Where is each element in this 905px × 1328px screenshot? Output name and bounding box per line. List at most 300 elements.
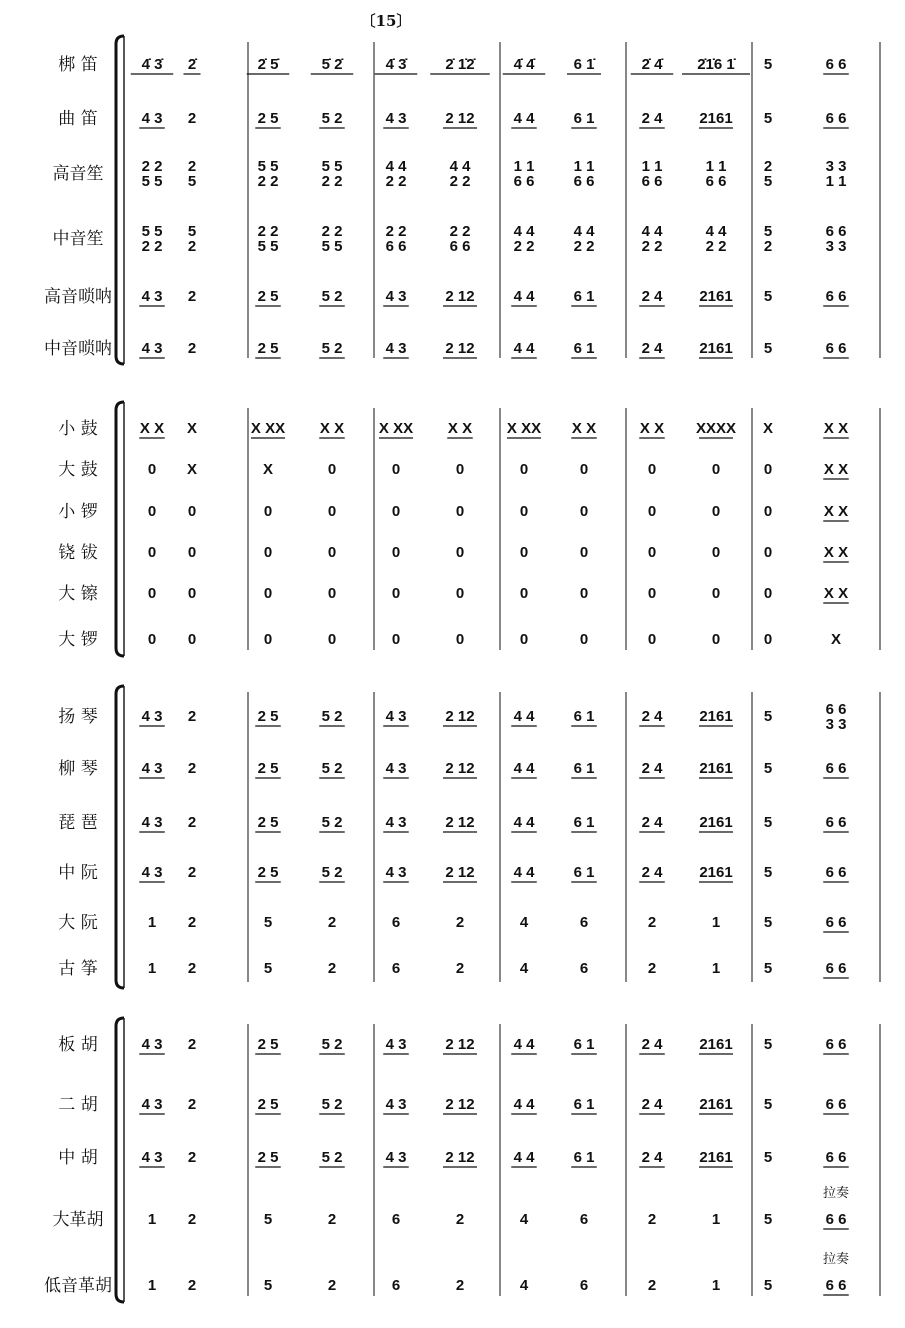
instrument-label: 大 镲 [58, 584, 98, 604]
note-beat: 5 5 [141, 223, 163, 240]
note-beat: X X [139, 420, 165, 437]
note-beat: 0 [647, 461, 657, 478]
note-beat: X [186, 461, 198, 478]
note-beat: 5 2 [321, 814, 343, 831]
note-beat: 0 [327, 461, 337, 478]
note-beat: 2 2 [141, 158, 163, 175]
note-beat-lower: 6 6 [385, 238, 407, 255]
note-beat-lower: 6 6 [513, 173, 535, 190]
note-beat: 2 [187, 288, 197, 305]
note-beat: 6 1 [573, 288, 595, 305]
note-beat: 1 [147, 1277, 157, 1294]
note-beat: 6 1 [573, 1096, 595, 1113]
note-beat: 5 2 [321, 1036, 343, 1053]
note-beat: 6 6 [825, 1036, 847, 1053]
note-beat: 6 [579, 1211, 589, 1228]
note-beat: 2 5 [257, 110, 279, 127]
group-bracket [116, 1018, 124, 1302]
instrument-label: 扬 琴 [58, 707, 98, 727]
note-beat: 0 [519, 544, 529, 561]
note-beat: 6 1 [573, 760, 595, 777]
note-beat-lower: 5 5 [141, 173, 163, 190]
note-beat-lower: 2 2 [321, 173, 343, 190]
note-beat: 4 3 [141, 1036, 163, 1053]
note-beat-lower: 5 [187, 173, 197, 190]
note-beat: 5 2 [321, 1149, 343, 1166]
note-beat: 4 4 [513, 760, 535, 777]
note-beat-lower: 5 5 [321, 238, 343, 255]
note-beat: 5 2 [321, 864, 343, 881]
note-beat: 2 [327, 960, 337, 977]
note-beat: 2 [647, 960, 657, 977]
note-beat: 5 [763, 1211, 773, 1228]
note-beat: X X [571, 420, 597, 437]
note-beat: 6 [391, 960, 401, 977]
note-beat-lower: 3 3 [825, 716, 847, 733]
note-beat: 4 3 [385, 814, 407, 831]
note-beat: 5 2 [321, 340, 343, 357]
note-beat: 0 [763, 585, 773, 602]
note-beat: 6 [579, 960, 589, 977]
note-beat: X X [319, 420, 345, 437]
note-beat: 2 4 [641, 1036, 663, 1053]
note-beat: 1 [147, 960, 157, 977]
note-beat: 4 3 [385, 1149, 407, 1166]
note-beat: 1 [711, 914, 721, 931]
note-beat: 0 [327, 631, 337, 648]
note-beat: 2̇ 5̇ [257, 56, 279, 73]
note-beat: 3 3 [825, 158, 847, 175]
note-beat: 2 12 [445, 708, 475, 725]
note-beat: 1 [147, 1211, 157, 1228]
note-beat: 0 [391, 544, 401, 561]
note-beat: 2 [187, 1277, 197, 1294]
note-beat-lower: 1 1 [825, 173, 847, 190]
note-beat: 4̇ 4̇ [513, 56, 535, 73]
note-beat-lower: 5 [763, 173, 773, 190]
note-beat: 4 4 [385, 158, 407, 175]
note-beat: 5 [763, 864, 773, 881]
note-beat: 6 6 [825, 914, 847, 931]
note-beat: 4 4 [705, 223, 727, 240]
instrument-label: 二 胡 [58, 1095, 98, 1115]
note-beat: 0 [763, 544, 773, 561]
note-beat: 2̇1̇6 1̇ [697, 56, 735, 73]
note-beat: 5 [763, 1096, 773, 1113]
note-beat: 2 12 [445, 110, 475, 127]
note-beat: 0 [579, 631, 589, 648]
instrument-label: 大革胡 [52, 1210, 104, 1230]
note-beat-lower: 2 [187, 238, 197, 255]
note-beat: 0 [391, 585, 401, 602]
note-beat: 4 [519, 1277, 529, 1294]
note-beat: 4 3 [385, 288, 407, 305]
note-beat: 5 [763, 110, 773, 127]
note-beat: X [186, 420, 198, 437]
note-beat: 1 [711, 1277, 721, 1294]
note-beat: X X [639, 420, 665, 437]
note-beat: 6 6 [825, 814, 847, 831]
note-beat: 0 [147, 544, 157, 561]
note-beat: 5 [763, 223, 773, 240]
note-beat: 2 [327, 1277, 337, 1294]
note-beat: 6 1 [573, 1149, 595, 1166]
note-beat: 0 [579, 585, 589, 602]
group-bracket [116, 402, 124, 656]
note-beat: 2̇ 1̇2̇ [445, 56, 475, 73]
note-beat: 4 3 [141, 814, 163, 831]
note-beat: 2 4 [641, 864, 663, 881]
note-beat: 2161 [699, 1036, 733, 1053]
note-beat: 6 6 [825, 760, 847, 777]
note-beat: 2161 [699, 340, 733, 357]
note-beat: 4 3 [141, 340, 163, 357]
note-beat: 6 [391, 1277, 401, 1294]
note-beat: 0 [263, 631, 273, 648]
note-beat: 5 [763, 960, 773, 977]
note-beat: 0 [711, 585, 721, 602]
note-beat: 0 [187, 585, 197, 602]
note-beat-lower: 2 2 [641, 238, 663, 255]
note-beat: 2 [327, 1211, 337, 1228]
note-beat: 4 [519, 1211, 529, 1228]
note-beat: 0 [455, 461, 465, 478]
note-beat: 2 [455, 960, 465, 977]
note-beat: 2 4 [641, 814, 663, 831]
instrument-label: 小 锣 [58, 502, 98, 522]
note-beat: 0 [147, 461, 157, 478]
note-beat: 5 2 [321, 708, 343, 725]
note-beat: 2 [455, 1277, 465, 1294]
note-beat: 0 [147, 631, 157, 648]
note-beat: 2 [187, 760, 197, 777]
note-beat-lower: 6 6 [573, 173, 595, 190]
note-beat: 0 [187, 503, 197, 520]
note-beat: 5 5 [257, 158, 279, 175]
note-beat: 2 [763, 158, 773, 175]
note-beat: 2161 [699, 814, 733, 831]
note-beat: 4 4 [513, 1149, 535, 1166]
note-beat: 6 [391, 1211, 401, 1228]
instrument-label: 中音唢呐 [44, 339, 112, 359]
note-beat: 2 12 [445, 760, 475, 777]
note-beat: 2 5 [257, 1149, 279, 1166]
note-beat: 2 [187, 1096, 197, 1113]
note-beat: 2 [187, 110, 197, 127]
note-beat: 4 3 [141, 110, 163, 127]
note-beat: 6 1 [573, 864, 595, 881]
note-beat: 6 [579, 914, 589, 931]
instrument-label: 高音笙 [52, 164, 104, 184]
note-beat: 0 [579, 461, 589, 478]
instrument-label: 大 阮 [58, 913, 98, 933]
note-beat: 4 4 [573, 223, 595, 240]
note-beat: X X [823, 461, 849, 478]
note-beat: 2̇ [187, 56, 197, 73]
note-beat: 2 [187, 340, 197, 357]
note-beat-lower: 2 2 [705, 238, 727, 255]
note-beat: 4 4 [449, 158, 471, 175]
note-beat: 2 5 [257, 864, 279, 881]
note-beat: 6 6 [825, 960, 847, 977]
note-beat: 5 [763, 708, 773, 725]
note-beat: 0 [263, 544, 273, 561]
note-beat: 5 5 [321, 158, 343, 175]
note-beat: 0 [647, 585, 657, 602]
note-beat: 6 6 [825, 1096, 847, 1113]
note-beat: 0 [519, 503, 529, 520]
note-beat: 0 [519, 631, 529, 648]
note-beat: 2 4 [641, 110, 663, 127]
note-beat: XXXX [695, 420, 737, 437]
note-beat: 5 [763, 760, 773, 777]
note-beat: 2 5 [257, 1036, 279, 1053]
note-beat: 2 [187, 708, 197, 725]
note-beat: 4 3 [385, 864, 407, 881]
note-beat: 2 12 [445, 1149, 475, 1166]
note-beat: 5 [763, 56, 773, 73]
note-beat: 2 [187, 814, 197, 831]
note-beat: 6 6 [825, 110, 847, 127]
note-beat: 5 [763, 288, 773, 305]
note-beat: 4 3 [141, 760, 163, 777]
note-beat: 6 6 [825, 56, 847, 73]
instrument-label: 曲 笛 [58, 109, 98, 129]
note-beat: 2 5 [257, 1096, 279, 1113]
note-beat: 5 [263, 914, 273, 931]
instrument-label: 低音革胡 [44, 1276, 112, 1296]
note-beat: 2 5 [257, 288, 279, 305]
note-beat: 4 3 [385, 708, 407, 725]
note-beat: 2 [647, 1211, 657, 1228]
note-beat-lower: 2 2 [141, 238, 163, 255]
note-beat: 2161 [699, 864, 733, 881]
note-beat: 2 2 [321, 223, 343, 240]
note-beat: 0 [763, 503, 773, 520]
note-beat: 0 [647, 503, 657, 520]
instrument-label: 铙 钹 [58, 543, 98, 563]
note-beat: 6 6 [825, 1211, 847, 1228]
note-beat: 4 3 [385, 1036, 407, 1053]
note-beat: X X [823, 420, 849, 437]
note-beat: 6 6 [825, 288, 847, 305]
rehearsal-mark: 〔15〕 [360, 12, 412, 30]
note-beat-lower: 2 2 [449, 173, 471, 190]
note-beat: 2 [647, 914, 657, 931]
note-beat: 4 [519, 960, 529, 977]
note-beat: X X [823, 503, 849, 520]
note-beat: 4 4 [513, 110, 535, 127]
note-beat: 4 4 [641, 223, 663, 240]
note-beat: 5 [763, 914, 773, 931]
note-beat: 0 [391, 631, 401, 648]
note-beat: 4 4 [513, 223, 535, 240]
note-beat: 5 2 [321, 760, 343, 777]
note-beat: 0 [327, 585, 337, 602]
note-beat: 2 5 [257, 814, 279, 831]
note-beat: 6 1̇ [573, 56, 595, 73]
annotation-text: 拉奏 [822, 1186, 850, 1201]
note-beat: 1 1 [705, 158, 727, 175]
note-beat: 4 3 [385, 760, 407, 777]
note-beat: 6 6 [825, 1277, 847, 1294]
note-beat: 6 6 [825, 701, 847, 718]
note-beat: 0 [187, 544, 197, 561]
note-beat-lower: 6 6 [641, 173, 663, 190]
note-beat: 5 [763, 1036, 773, 1053]
note-beat: 4 3 [385, 340, 407, 357]
note-beat: 2 12 [445, 288, 475, 305]
note-beat: 2 4 [641, 288, 663, 305]
note-beat: 4 3 [141, 1096, 163, 1113]
note-beat: 0 [579, 544, 589, 561]
note-beat: 1 [711, 1211, 721, 1228]
note-beat: 0 [455, 585, 465, 602]
note-beat: 0 [187, 631, 197, 648]
note-beat-lower: 2 2 [573, 238, 595, 255]
note-beat: 5 [763, 814, 773, 831]
instrument-label: 中音笙 [52, 229, 104, 249]
note-beat: 0 [327, 503, 337, 520]
note-beat: 0 [327, 544, 337, 561]
note-beat: 2 2 [385, 223, 407, 240]
note-beat: 2 [187, 960, 197, 977]
note-beat-lower: 5 5 [257, 238, 279, 255]
note-beat: 6 6 [825, 864, 847, 881]
note-beat: 0 [263, 585, 273, 602]
note-beat: 0 [391, 503, 401, 520]
note-beat-lower: 2 2 [385, 173, 407, 190]
note-beat: 1 1 [513, 158, 535, 175]
note-beat: 2161 [699, 760, 733, 777]
note-beat: 2161 [699, 288, 733, 305]
note-beat: 4 4 [513, 708, 535, 725]
note-beat: 1 [147, 914, 157, 931]
note-beat: 2 12 [445, 1096, 475, 1113]
note-beat: 4 4 [513, 1036, 535, 1053]
note-beat: 6 1 [573, 708, 595, 725]
instrument-label: 大 鼓 [58, 460, 98, 480]
note-beat-lower: 2 [763, 238, 773, 255]
note-beat: 2 4 [641, 760, 663, 777]
note-beat: 5 [263, 1211, 273, 1228]
note-beat: 1 [711, 960, 721, 977]
note-beat: 0 [147, 585, 157, 602]
note-beat: 5 [187, 223, 197, 240]
instrument-label: 琵 琶 [58, 813, 98, 833]
note-beat: 2 4 [641, 708, 663, 725]
note-beat: 2 12 [445, 814, 475, 831]
note-beat: 0 [391, 461, 401, 478]
note-beat: 0 [263, 503, 273, 520]
note-beat: X X [823, 585, 849, 602]
note-beat: 4 3 [385, 1096, 407, 1113]
note-beat: 0 [455, 544, 465, 561]
note-beat: 2 [187, 1036, 197, 1053]
note-beat: 2 [455, 1211, 465, 1228]
note-beat: 0 [147, 503, 157, 520]
note-beat: 0 [711, 503, 721, 520]
instrument-label: 板 胡 [58, 1035, 98, 1055]
note-beat-lower: 2 2 [257, 173, 279, 190]
instrument-label: 高音唢呐 [44, 287, 112, 307]
note-beat: 6 [391, 914, 401, 931]
note-beat: 2 [327, 914, 337, 931]
group-bracket [116, 686, 124, 988]
note-beat: 2 [187, 158, 197, 175]
note-beat: 5 [263, 1277, 273, 1294]
instrument-label: 梆 笛 [58, 55, 98, 75]
note-beat: 0 [455, 631, 465, 648]
note-beat: X [262, 461, 274, 478]
note-beat: 1 1 [573, 158, 595, 175]
note-beat: 4̇ 3̇ [385, 56, 407, 73]
note-beat: 4 3 [141, 288, 163, 305]
note-beat: 5 [763, 340, 773, 357]
note-beat-lower: 3 3 [825, 238, 847, 255]
note-beat: 2 [187, 914, 197, 931]
note-beat: 2̇ 4̇ [641, 56, 663, 73]
note-beat: 5 2 [321, 288, 343, 305]
note-beat-lower: 6 6 [705, 173, 727, 190]
instrument-label: 中 阮 [58, 863, 98, 883]
note-beat: 6 6 [825, 340, 847, 357]
note-beat: 2 [187, 1211, 197, 1228]
note-beat: 2 5 [257, 760, 279, 777]
note-beat: 5 [263, 960, 273, 977]
note-beat: 4 [519, 914, 529, 931]
note-beat: X XX [250, 420, 286, 437]
note-beat: 2 [647, 1277, 657, 1294]
note-beat: 2 5 [257, 708, 279, 725]
note-beat: 6 1 [573, 1036, 595, 1053]
note-beat: X X [823, 544, 849, 561]
note-beat: 6 1 [573, 814, 595, 831]
note-beat: 1 1 [641, 158, 663, 175]
note-beat: 4 4 [513, 864, 535, 881]
note-beat: 2 12 [445, 340, 475, 357]
note-beat: 2 2 [257, 223, 279, 240]
note-beat: 2161 [699, 708, 733, 725]
note-beat: 0 [519, 461, 529, 478]
note-beat: 0 [647, 544, 657, 561]
note-beat: 0 [763, 631, 773, 648]
note-beat: 4 3 [141, 708, 163, 725]
annotation-text: 拉奏 [822, 1252, 850, 1267]
note-beat: 0 [711, 461, 721, 478]
note-beat: 4 4 [513, 288, 535, 305]
note-beat: 2 4 [641, 340, 663, 357]
note-beat: 5̇ 2̇ [321, 56, 343, 73]
instrument-label: 中 胡 [58, 1148, 98, 1168]
note-beat: 4 4 [513, 1096, 535, 1113]
instrument-label: 大 锣 [58, 630, 98, 650]
note-beat: 2 12 [445, 1036, 475, 1053]
note-beat: 6 6 [825, 1149, 847, 1166]
note-beat-lower: 6 6 [449, 238, 471, 255]
note-beat: 5 2 [321, 1096, 343, 1113]
note-beat: 2 [187, 864, 197, 881]
note-beat: 4 4 [513, 340, 535, 357]
instrument-label: 柳 琴 [58, 759, 98, 779]
note-beat: 2 [455, 914, 465, 931]
note-beat-lower: 2 2 [513, 238, 535, 255]
note-beat: 4 3 [141, 1149, 163, 1166]
note-beat: 6 1 [573, 110, 595, 127]
note-beat: 6 [579, 1277, 589, 1294]
instrument-label: 古 筝 [58, 959, 98, 979]
note-beat: 2161 [699, 1096, 733, 1113]
